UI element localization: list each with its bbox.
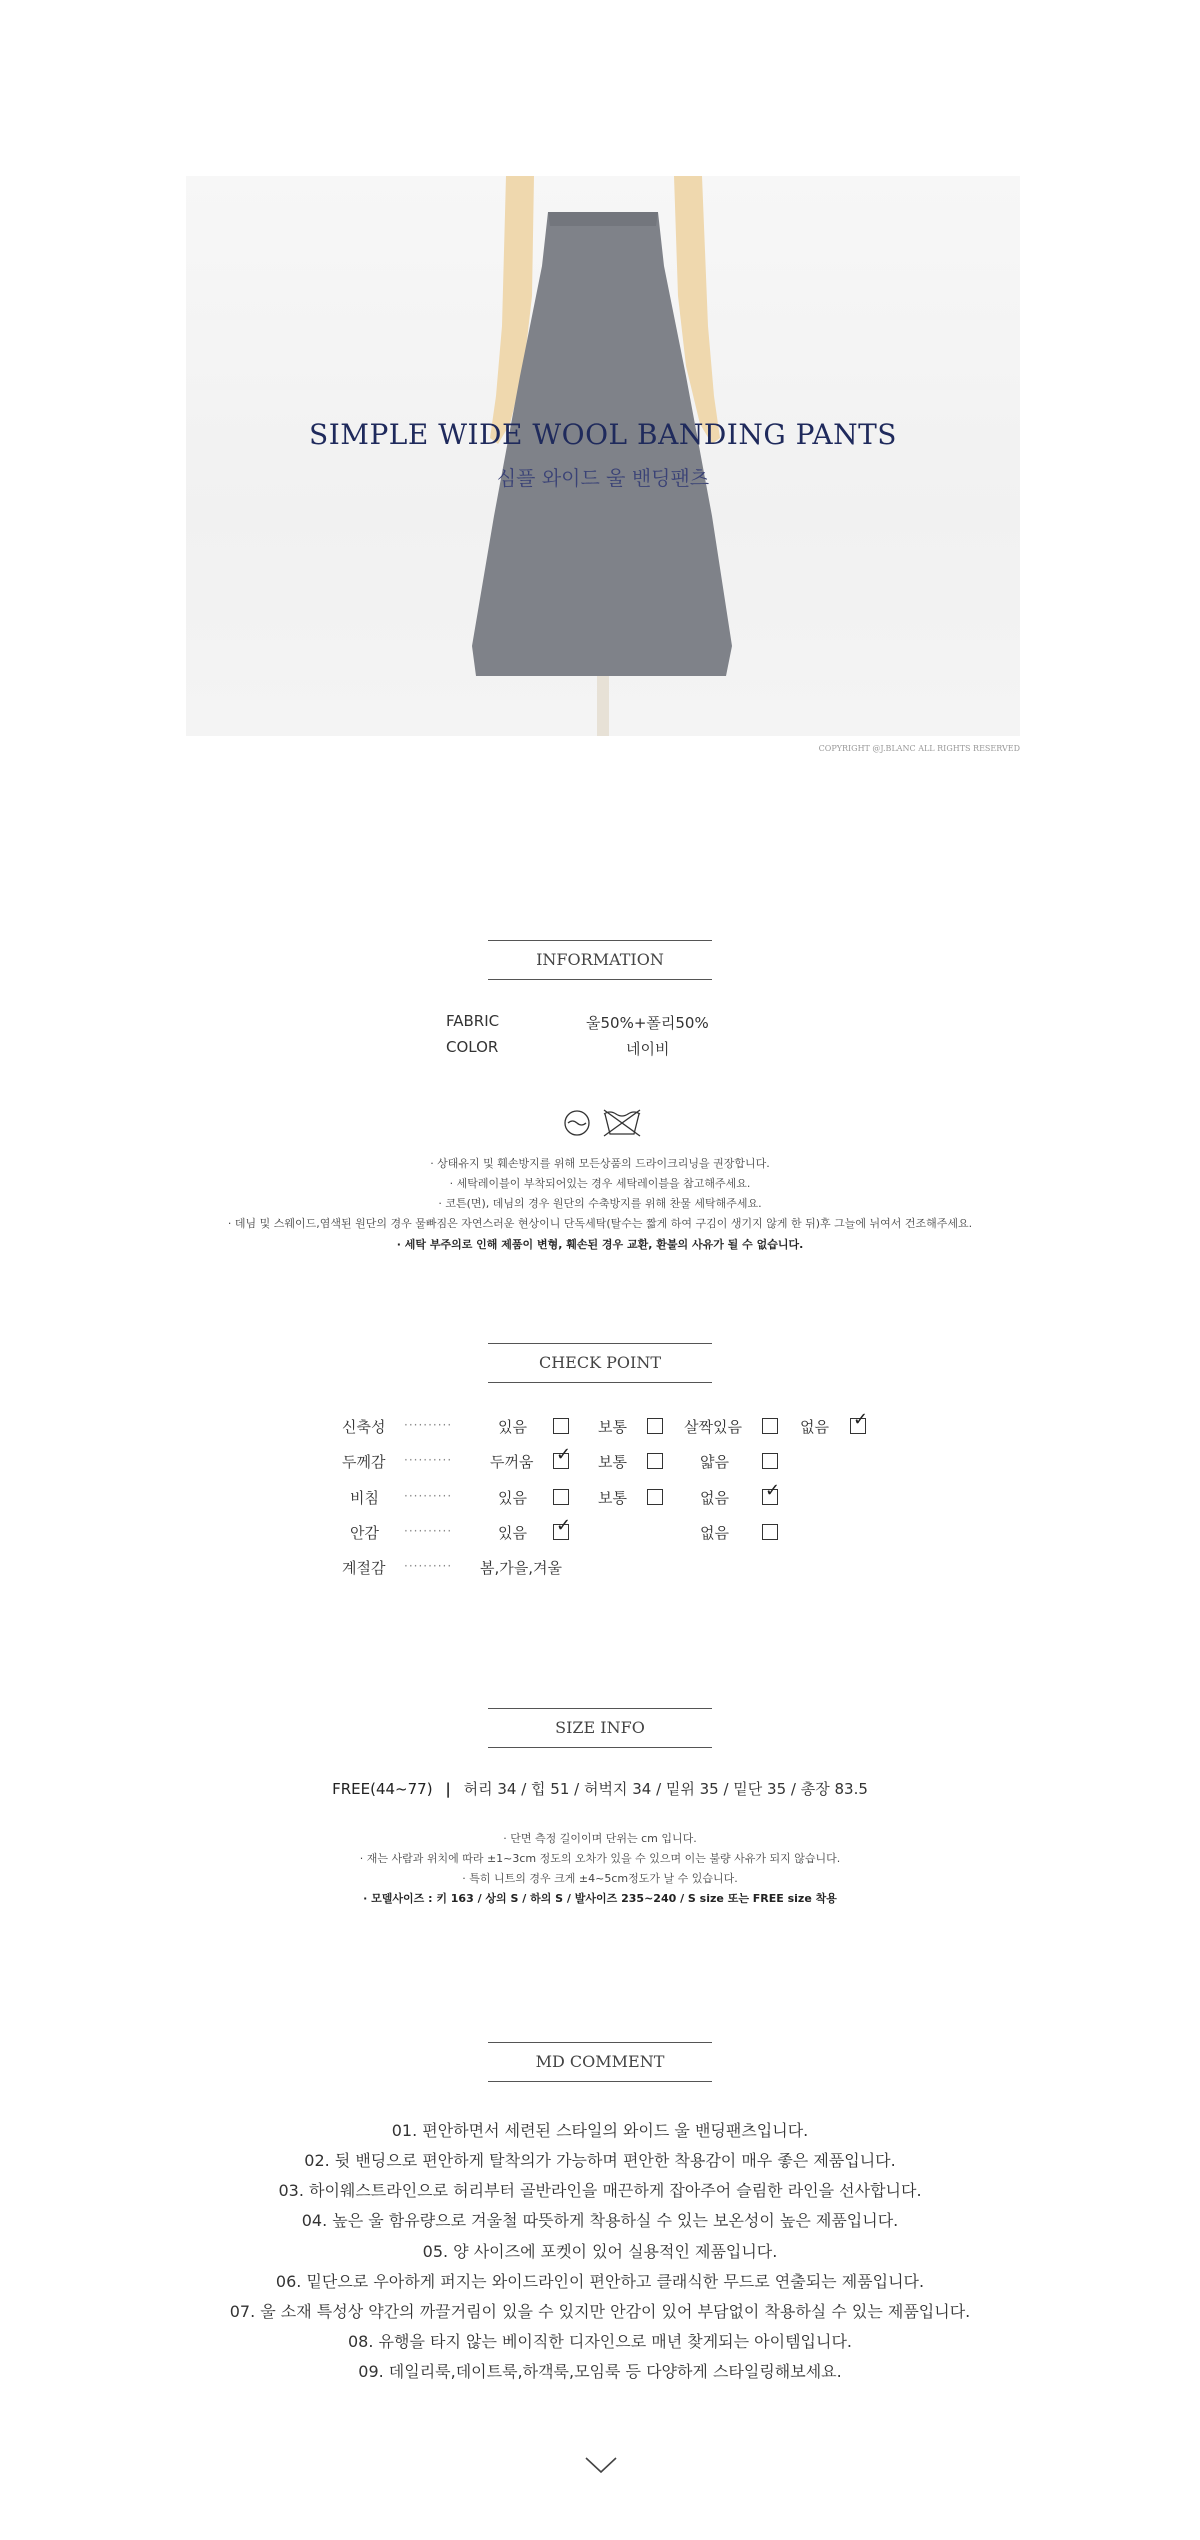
option-label: 있음 [498, 1524, 527, 1542]
check-label-sheerness: 비침 [350, 1489, 379, 1507]
season-value: 봄,가을,겨울 [480, 1559, 562, 1577]
size-note-2: · 재는 사람과 위치에 따라 ±1~3cm 정도의 오차가 있을 수 있으며 이는 불량 사유가 되지 않습니다. [359, 1852, 841, 1865]
checkbox-checked [850, 1409, 869, 1434]
checkbox [647, 1418, 663, 1434]
md-line-9: 09. 데일리룩,데이트룩,하객룩,모임룩 등 다양하게 스타일링해보세요. [358, 2362, 842, 2381]
md-line-4: 04. 높은 울 함유량으로 겨울철 따뜻하게 착용하실 수 있는 보온성이 높은 제품입니다. [301, 2211, 899, 2230]
option-label: 있음 [498, 1489, 527, 1507]
dots: ·········· [404, 1559, 453, 1573]
mannequin-stand [597, 676, 609, 736]
md-line-6: 06. 밑단으로 우아하게 퍼지는 와이드라인이 편안하고 클래식한 무드로 연출되는 제품입니다. [275, 2272, 925, 2291]
md-line-5: 05. 양 사이즈에 포켓이 있어 실용적인 제품입니다. [422, 2242, 778, 2261]
option-label: 없음 [700, 1524, 729, 1542]
option-label: 두꺼움 [490, 1453, 534, 1471]
option-label: 보통 [598, 1489, 627, 1507]
check-mark-icon: ✓ [765, 1480, 781, 1501]
checkbox-checked [553, 1444, 572, 1469]
check-label-thickness: 두께감 [342, 1453, 386, 1471]
md-line-7: 07. 울 소재 특성상 약간의 까끌거림이 있을 수 있지만 안감이 있어 부담없이 착용하실 수 있는 제품입니다. [229, 2302, 971, 2321]
md-line-1: 01. 편안하면서 세련된 스타일의 와이드 울 밴딩팬츠입니다. [391, 2121, 809, 2140]
care-note-1: · 상태유지 및 훼손방지를 위해 모든상품의 드라이크리닝을 권장합니다. [430, 1157, 770, 1170]
care-note-3: · 코튼(면), 데님의 경우 원단의 수축방지를 위해 찬물 세탁해주세요. [438, 1197, 762, 1210]
color-value: 네이비 [626, 1040, 670, 1058]
check-label-lining: 안감 [350, 1524, 379, 1542]
option-label: 없음 [700, 1489, 729, 1507]
md-line-2: 02. 뒷 밴딩으로 편안하게 탈착의가 가능하며 편안한 착용감이 매우 좋은 제품입니다. [304, 2151, 896, 2170]
size-note-1: · 단면 측정 길이이며 단위는 cm 입니다. [503, 1832, 697, 1845]
dots: ·········· [404, 1489, 453, 1503]
check-label-season: 계절감 [342, 1559, 386, 1577]
option-label: 없음 [800, 1418, 829, 1436]
size-separator: | [445, 1780, 451, 1798]
checkbox-checked [762, 1480, 781, 1505]
md-comment-heading: MD COMMENT [488, 2042, 712, 2082]
fabric-value: 울50%+폴리50% [586, 1014, 709, 1032]
size-info-heading: SIZE INFO [488, 1708, 712, 1748]
care-note-5: · 세탁 부주의로 인해 제품이 변형, 훼손된 경우 교환, 환불의 사유가 될 수 없습니다. [396, 1238, 804, 1251]
chevron-down-icon[interactable] [584, 2454, 618, 2480]
hero-image [186, 176, 1020, 736]
check-mark-icon: ✓ [853, 1409, 869, 1430]
checkbox [647, 1453, 663, 1469]
product-photo [186, 176, 1020, 736]
care-note-2: · 세탁레이블이 부착되어있는 경우 세탁레이블을 참고해주세요. [449, 1177, 751, 1190]
checkbox [762, 1453, 778, 1469]
fabric-label: FABRIC [446, 1012, 500, 1030]
information-heading: INFORMATION [488, 940, 712, 980]
checkbox [553, 1489, 569, 1505]
checkbox [553, 1418, 569, 1434]
dots: ·········· [404, 1418, 453, 1432]
check-mark-icon: ✓ [556, 1444, 572, 1465]
checkbox [762, 1524, 778, 1540]
copyright-text: COPYRIGHT @J.BLANC ALL RIGHTS RESERVED [818, 744, 1020, 753]
size-line [0, 1778, 1200, 1799]
md-line-8: 08. 유행을 타지 않는 베이직한 디자인으로 매년 찾게되는 아이템입니다. [348, 2332, 852, 2351]
option-label: 보통 [598, 1453, 627, 1471]
care-note-4: · 데님 및 스웨이드,염색된 원단의 경우 물빠짐은 자연스러운 현상이니 단독세탁(탈수는 짧게 하여 구김이 생기지 않게 한 뒤)후 그늘에 뉘여서 건조해주세요. [227, 1217, 973, 1230]
no-machine-wash-icon [602, 1108, 642, 1142]
dots: ·········· [404, 1453, 453, 1467]
check-label-stretch: 신축성 [342, 1418, 386, 1436]
option-label: 살짝있음 [684, 1418, 742, 1436]
checkbox [762, 1418, 778, 1434]
check-mark-icon: ✓ [556, 1515, 572, 1536]
color-label: COLOR [446, 1038, 499, 1056]
hero-title: SIMPLE WIDE WOOL BANDING PANTS [309, 418, 897, 451]
option-label: 얇음 [700, 1453, 729, 1471]
hero-subtitle: 심플 와이드 울 밴딩팬츠 [496, 466, 710, 490]
size-note-4: · 모델사이즈 : 키 163 / 상의 S / 하의 S / 발사이즈 235~240 / S size 또는 FREE size 착용 [363, 1892, 837, 1905]
size-measurements: 허리 34 / 힙 51 / 허벅지 34 / 밑위 35 / 밑단 35 / 총장 83.5 [463, 1780, 868, 1798]
check-point-heading: CHECK POINT [488, 1343, 712, 1383]
checkbox-checked [553, 1515, 572, 1540]
md-line-3: 03. 하이웨스트라인으로 허리부터 골반라인을 매끈하게 잡아주어 슬림한 라인을 선사합니다. [278, 2181, 922, 2200]
dots: ·········· [404, 1524, 453, 1538]
size-note-3: · 특히 니트의 경우 크게 ±4~5cm정도가 날 수 있습니다. [462, 1872, 738, 1885]
option-label: 있음 [498, 1418, 527, 1436]
hand-wash-icon [563, 1110, 591, 1140]
checkbox [647, 1489, 663, 1505]
size-label: FREE(44~77) [332, 1780, 433, 1798]
option-label: 보통 [598, 1418, 627, 1436]
